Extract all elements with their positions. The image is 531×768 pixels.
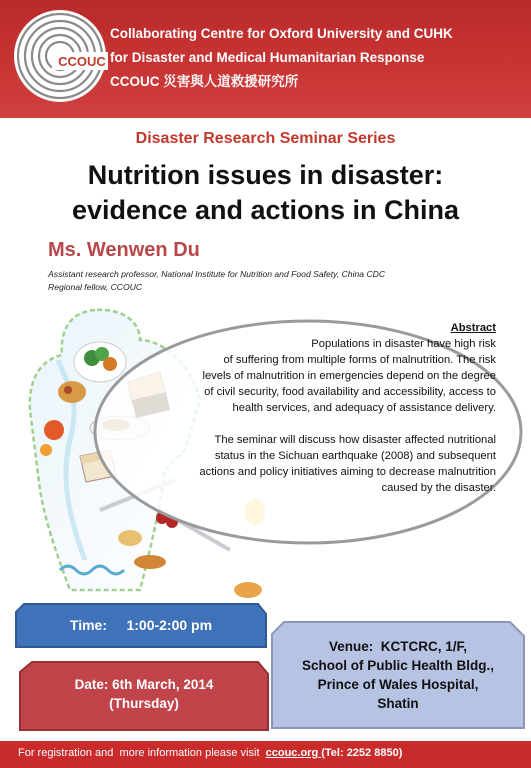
venue-line-2: School of Public Health Bldg., — [301, 658, 494, 673]
registration-link[interactable]: ccouc.org — [265, 747, 322, 759]
venue-line-1: Venue: KCTCRC, 1/F, — [328, 639, 468, 654]
speaker-affiliation — [48, 268, 518, 294]
abstract-block — [130, 320, 496, 496]
series-heading: Disaster Research Seminar Series — [135, 130, 396, 147]
footer-prefix: For registration and more information please visit — [18, 747, 266, 759]
abstract-line: levels of malnutrition in emergencies depend on the degree — [202, 370, 496, 382]
abstract-line: Populations in disaster have high risk — [311, 338, 496, 350]
title-line-2: evidence and actions in China — [71, 195, 460, 225]
date-line-1: Date: 6th March, 2014 — [74, 677, 214, 692]
header-text — [110, 22, 453, 94]
footer-text — [18, 747, 402, 759]
date-label — [18, 675, 270, 713]
header-line-2: for Disaster and Medical Humanitarian Response — [110, 50, 425, 65]
ccouc-logo — [12, 8, 108, 104]
venue-label — [280, 637, 516, 713]
speaker-name: Ms. Wenwen Du — [48, 239, 200, 261]
abstract-line: of suffering from multiple forms of malnutrition. The risk — [223, 354, 496, 366]
title-line-1: Nutrition issues in disaster: — [87, 160, 444, 190]
abstract-line: The seminar will discuss how disaster affected nutritional — [214, 434, 496, 446]
affiliation-line-1: Assistant research professor, National Institute for Nutrition and Food Safety, China CDC — [48, 269, 386, 279]
date-line-2: (Thursday) — [109, 696, 179, 711]
header-line-1: Collaborating Centre for Oxford University and CUHK — [110, 26, 453, 41]
venue-line-4: Shatin — [377, 696, 419, 711]
abstract-heading: Abstract — [450, 322, 496, 334]
time-label: Time: 1:00-2:00 pm — [69, 617, 213, 633]
abstract-line: of civil security, food availability and accessibility, access to — [204, 386, 496, 398]
page-title — [0, 158, 531, 228]
affiliation-line-2: Regional fellow, CCOUC — [48, 282, 143, 292]
venue-line-3: Prince of Wales Hospital, — [317, 677, 479, 692]
abstract-line: health services, and adequacy of assistance delivery. — [232, 402, 496, 414]
abstract-line: status in the Sichuan earthquake (2008) and subsequent — [214, 450, 496, 462]
footer-telephone: (Tel: 2252 8850) — [321, 747, 403, 759]
logo-text: CCOUC — [58, 54, 106, 69]
abstract-line: actions and policy initiatives aiming to decrease malnutrition — [199, 466, 496, 478]
abstract-line: caused by the disaster. — [381, 482, 496, 494]
header-line-3: CCOUC 災害與人道救援研究所 — [110, 74, 299, 89]
